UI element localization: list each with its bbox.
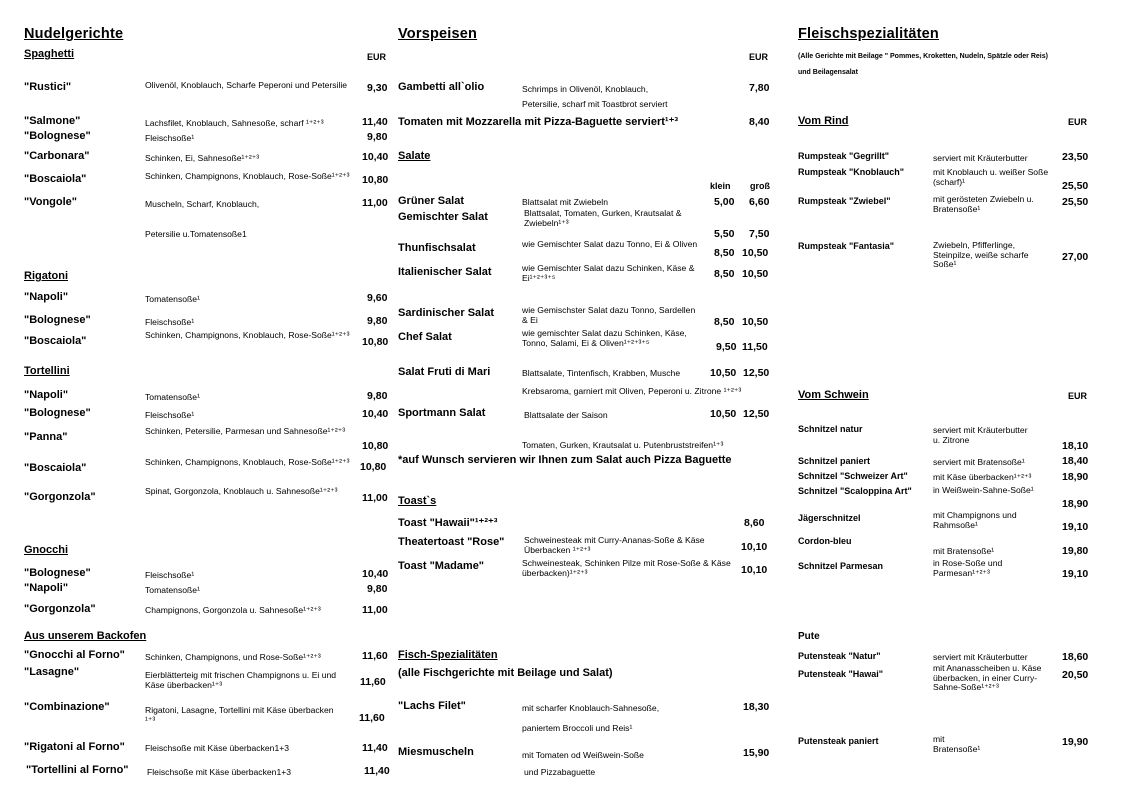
menu-item-name: Rumpsteak "Gegrillt": [798, 151, 890, 161]
menu-item-price-large: 12,50: [743, 408, 770, 420]
menu-item-price: 25,50: [1062, 180, 1089, 192]
menu-item-price: 9,80: [367, 390, 388, 402]
vorspeisen-eur: EUR: [749, 52, 769, 62]
menu-item-name: Schnitzel "Scaloppina Art": [798, 486, 912, 496]
menu-item-price: 7,80: [749, 82, 770, 94]
menu-item-price: 11,40: [362, 116, 388, 128]
menu-item-name: "Napoli": [24, 291, 69, 303]
menu-item-name: Rumpsteak "Zwiebel": [798, 196, 891, 206]
fleisch-title: Fleischspezialitäten: [798, 26, 939, 42]
menu-item-price: 11,60: [360, 676, 386, 688]
menu-item-desc: Muscheln, Scharf, Knoblauch,: [145, 199, 260, 209]
menu-item-price: 18,10: [1062, 440, 1089, 452]
menu-item-name: "Bolognese": [24, 130, 91, 142]
menu-item-price: 19,90: [1062, 736, 1089, 748]
menu-item-price: 18,30: [743, 701, 770, 713]
menu-item-desc: Tomatensoße¹: [145, 585, 200, 595]
menu-item-price: 8,60: [744, 517, 765, 529]
backofen-title: Aus unserem Backofen: [24, 630, 147, 642]
menu-item-desc: mit gerösteten Zwiebeln u. Bratensoße¹: [933, 194, 1034, 214]
menu-item-price: 18,90: [1062, 498, 1089, 510]
menu-item-price-small: 8,50: [714, 316, 735, 328]
menu-item-price: 23,50: [1062, 151, 1089, 163]
salate-gross-header: groß: [750, 181, 770, 191]
menu-item-price: 18,90: [1062, 471, 1089, 483]
vorspeisen-title: Vorspeisen: [398, 26, 478, 42]
menu-item-name: "Gnocchi al Forno": [24, 649, 125, 661]
menu-item-name: Cordon-bleu: [798, 536, 852, 546]
menu-item-price: 19,10: [1062, 568, 1089, 580]
menu-item-desc: serviert mit Kräuterbutter: [933, 153, 1028, 163]
menu-item-name: "Bolognese": [24, 407, 91, 419]
menu-item-desc: mit Ananasscheiben u. Käse überbacken, in einer Curry-Sahne-Soße¹⁺²⁺³: [933, 663, 1042, 692]
schwein-title: Vom Schwein: [798, 389, 869, 401]
menu-item-name: "Napoli": [24, 389, 69, 401]
menu-item-name: Chef Salat: [398, 331, 452, 343]
salate-note: *auf Wunsch servieren wir Ihnen zum Salat auch Pizza Baguette: [398, 454, 732, 466]
menu-item-desc: Blattsalate der Saison: [524, 410, 608, 420]
menu-item-price: 9,80: [367, 583, 388, 595]
menu-item-name: "Rigatoni al Forno": [24, 741, 125, 753]
menu-item-name: "Tortellini al Forno": [26, 764, 129, 776]
menu-item-name: "Gorgonzola": [24, 603, 96, 615]
menu-item-price: 18,60: [1062, 651, 1089, 663]
menu-item-name: Putensteak "Hawai": [798, 669, 884, 679]
menu-item-name: Schnitzel natur: [798, 424, 863, 434]
menu-item-name: "Boscaiola": [24, 173, 87, 185]
menu-item-desc: Krebsaroma, garniert mit Oliven, Peperoni u. Zitrone ¹⁺²⁺³: [522, 386, 742, 396]
menu-item-name: Theatertoast "Rose": [398, 536, 505, 548]
fisch-title: Fisch-Spezialitäten: [398, 649, 498, 661]
menu-item-price-large: 6,60: [749, 196, 770, 208]
menu-item-price: 10,10: [741, 541, 768, 553]
menu-item-desc: mit scharfer Knoblauch-Sahnesoße,: [522, 703, 660, 713]
menu-item-name: "Gorgonzola": [24, 491, 96, 503]
menu-item-desc: mit Bratensoße¹: [933, 546, 995, 556]
menu-item-desc: mit Käse überbacken¹⁺²⁺³: [933, 472, 1032, 482]
rind-eur: EUR: [1068, 117, 1088, 127]
menu-item-price: 25,50: [1062, 196, 1089, 208]
menu-item-desc: Schweinesteak mit Curry-Ananas-Soße & Käse Überbacken ¹⁺²⁺³: [524, 535, 705, 555]
menu-item-desc: Schinken, Champignons, Knoblauch, Rose-Soße¹⁺²⁺³: [145, 171, 350, 181]
menu-item-name: "Bolognese": [24, 567, 91, 579]
menu-item-price-large: 10,50: [742, 316, 769, 328]
menu-item-price-small: 10,50: [710, 408, 737, 420]
menu-item-desc: Champignons, Gorgonzola u. Sahnesoße¹⁺²⁺³: [145, 605, 321, 615]
menu-item-name: Salat Fruti di Mari: [398, 366, 491, 378]
tortellini-title: Tortellini: [24, 365, 70, 377]
menu-item-desc: Eierblätterteig mit frischen Champignons u. Ei und Käse überbacken¹⁺³: [145, 670, 337, 690]
menu-item-price: 10,10: [741, 564, 768, 576]
menu-item-name: "Boscaiola": [24, 462, 87, 474]
menu-item-desc: Blattsalat mit Zwiebeln: [522, 197, 608, 207]
menu-item-desc: mit Champignons und Rahmsoße¹: [933, 510, 1017, 530]
menu-item-name: Grüner Salat: [398, 195, 465, 207]
menu-item-price: 11,60: [362, 650, 388, 662]
menu-item-desc: Schinken, Ei, Sahnesoße¹⁺²⁺³: [145, 153, 260, 163]
salate-klein-header: klein: [710, 181, 731, 191]
menu-item-name: Gemischter Salat: [398, 211, 488, 223]
menu-item-price: 9,60: [367, 292, 388, 304]
menu-item-price: 10,80: [362, 440, 389, 452]
menu-item-price: 10,80: [362, 336, 389, 348]
menu-item-desc: Spinat, Gorgonzola, Knoblauch u. Sahnesoße¹⁺²⁺³: [145, 486, 338, 496]
menu-item-desc: Schinken, Champignons, Knoblauch, Rose-Soße¹⁺²⁺³: [145, 457, 350, 467]
menu-item-name: Tomaten mit Mozzarella mit Pizza-Baguette serviert¹⁺³: [398, 116, 679, 128]
menu-item-desc: wie gemischter Salat dazu Schinken, Käse, Tonno, Salami, Ei & Oliven¹⁺²⁺³⁺⁵: [522, 328, 687, 348]
menu-item-price: 11,00: [362, 604, 388, 616]
menu-item-desc: Fleischsoße¹: [145, 410, 195, 420]
menu-item-name: Jägerschnitzel: [798, 513, 861, 523]
menu-item-price: 10,80: [360, 461, 387, 473]
menu-item-name: "Bolognese": [24, 314, 91, 326]
menu-item-name: Schnitzel "Schweizer Art": [798, 471, 908, 481]
menu-item-desc: wie Gemischter Salat dazu Tonno, Ei & Oliven: [522, 239, 698, 249]
menu-item-desc: wie Gemischster Salat dazu Tonno, Sardellen & Ei: [522, 305, 696, 325]
menu-item-desc: Schinken, Petersilie, Parmesan und Sahnesoße¹⁺²⁺³: [145, 426, 346, 436]
menu-item-price-large: 7,50: [749, 228, 770, 240]
menu-item-price: 10,40: [362, 568, 389, 580]
menu-item-name: Schnitzel Parmesan: [798, 561, 884, 571]
menu-item-desc: Fleischsoße¹: [145, 570, 195, 580]
menu-item-desc: Tomatensoße¹: [145, 392, 200, 402]
menu-item-price: 10,40: [362, 151, 389, 163]
menu-item-desc: Fleischsoße¹: [145, 317, 195, 327]
menu-item-name: Thunfischsalat: [398, 242, 476, 254]
menu-item-desc: Schrimps in Olivenöl, Knoblauch,: [522, 84, 649, 94]
menu-item-price-large: 11,50: [742, 341, 768, 353]
menu-item-name: Toast "Hawaii"¹⁺²⁺³: [398, 517, 498, 529]
menu-item-desc: Schweinesteak, Schinken Pilze mit Rose-Soße & Käse überbacken)¹⁺²⁺³: [522, 558, 731, 578]
menu-item-desc: Tomaten, Gurken, Krautsalat u. Putenbruststreifen¹⁺³: [522, 440, 724, 450]
menu-item-name: Putensteak paniert: [798, 736, 879, 746]
menu-item-desc: und Pizzabaguette: [524, 767, 596, 777]
menu-item-price: 10,40: [362, 408, 389, 420]
menu-item-name: "Boscaiola": [24, 335, 87, 347]
menu-item-price: 8,40: [749, 116, 770, 128]
menu-item-name: "Rustici": [24, 81, 72, 93]
nudel-title: Nudelgerichte: [24, 26, 124, 42]
menu-item-price-large: 10,50: [742, 268, 769, 280]
pute-title: Pute: [798, 631, 820, 642]
menu-item-price-small: 8,50: [714, 268, 735, 280]
menu-item-price-small: 5,50: [714, 228, 735, 240]
menu-item-desc: Schinken, Champignons, Knoblauch, Rose-Soße¹⁺²⁺³: [145, 330, 350, 340]
menu-item-desc: Petersilie, scharf mit Toastbrot serviert: [522, 99, 668, 109]
menu-item-price-small: 5,00: [714, 196, 735, 208]
menu-item-name: "Lachs Filet": [398, 700, 466, 712]
menu-item-name: "Carbonara": [24, 150, 90, 162]
spaghetti-eur: EUR: [367, 52, 387, 62]
menu-item-price: 11,40: [364, 765, 390, 777]
menu-item-price: 9,80: [367, 131, 388, 143]
menu-item-desc: Schinken, Champignons, und Rose-Soße¹⁺²⁺³: [145, 652, 321, 662]
menu-item-desc: Fleischsoße mit Käse überbacken1+3: [147, 767, 292, 777]
menu-item-desc: serviert mit Bratensoße¹: [933, 457, 1025, 467]
menu-item-desc: mit Tomaten od Weißwein-Soße: [522, 750, 644, 760]
menu-item-price-small: 10,50: [710, 367, 737, 379]
menu-item-desc-extra: Petersilie u.Tomatensoße1: [145, 229, 247, 239]
menu-item-desc: Lachsfilet, Knoblauch, Sahnesoße, scharf ¹⁺²⁺³: [145, 118, 324, 128]
spaghetti-title: Spaghetti: [24, 48, 75, 60]
menu-item-desc: in Weißwein-Sahne-Soße¹: [933, 485, 1034, 495]
menu-item-name: "Vongole": [24, 196, 78, 208]
menu-item-desc: Fleischsoße¹: [145, 133, 195, 143]
menu-item-name: Italienischer Salat: [398, 266, 492, 278]
menu-item-price: 18,40: [1062, 455, 1089, 467]
menu-item-name: "Combinazione": [24, 701, 110, 713]
menu-item-price: 9,80: [367, 315, 388, 327]
menu-item-price: 11,00: [362, 197, 388, 209]
menu-item-price: 20,50: [1062, 669, 1089, 681]
menu-item-desc: Tomatensoße¹: [145, 294, 200, 304]
menu-item-desc: serviert mit Kräuterbutter: [933, 652, 1028, 662]
menu-item-name: "Napoli": [24, 582, 69, 594]
gnocchi-title: Gnocchi: [24, 544, 69, 556]
menu-item-price: 9,30: [367, 82, 388, 94]
menu-item-desc: Blattsalate, Tintenfisch, Krabben, Musche: [522, 368, 681, 378]
menu-item-name: Sportmann Salat: [398, 407, 486, 419]
menu-item-price: 11,00: [362, 492, 388, 504]
menu-item-price-large: 12,50: [743, 367, 770, 379]
menu-item-desc: in Rose-Soße und Parmesan¹⁺²⁺³: [933, 558, 1003, 578]
menu-item-desc: Zwiebeln, Pfifferlinge, Steinpilze, weiße scharfe Soße¹: [933, 240, 1029, 269]
menu-item-name: "Salmone": [24, 115, 81, 127]
salate-title: Salate: [398, 150, 431, 162]
fleisch-note: (Alle Gerichte mit Beilage " Pommes, Kroketten, Nudeln, Spätzle oder Reis) und Beilagensalat: [798, 53, 1048, 76]
menu-item-name: Toast "Madame": [398, 560, 485, 572]
fisch-subtitle: (alle Fischgerichte mit Beilage und Salat): [398, 667, 613, 679]
menu-item-name: Putensteak "Natur": [798, 651, 881, 661]
menu-item-price: 15,90: [743, 747, 770, 759]
rigatoni-title: Rigatoni: [24, 270, 68, 282]
menu-item-name: Miesmuscheln: [398, 746, 474, 758]
menu-item-name: Rumpsteak "Fantasia": [798, 241, 895, 251]
toasts-title: Toast`s: [398, 495, 437, 507]
menu-item-price: 19,10: [1062, 521, 1089, 533]
menu-item-desc: Fleischsoße mit Käse überbacken1+3: [145, 743, 290, 753]
rind-title: Vom Rind: [798, 115, 849, 127]
menu-item-desc: paniertem Broccoli und Reis¹: [522, 723, 633, 733]
menu-item-price: 10,80: [362, 174, 389, 186]
menu-item-price-small: 9,50: [716, 341, 737, 353]
menu-item-name: Sardinischer Salat: [398, 307, 494, 319]
menu-item-desc: Olivenöl, Knoblauch, Scharfe Peperoni und Petersilie: [145, 80, 348, 90]
menu-item-price: 19,80: [1062, 545, 1089, 557]
menu-item-name: "Lasagne": [24, 666, 80, 678]
menu-item-desc: Rigatoni, Lasagne, Tortellini mit Käse überbacken ¹⁺³: [145, 705, 334, 725]
menu-item-price-large: 10,50: [742, 247, 769, 259]
menu-item-desc: serviert mit Kräuterbutter u. Zitrone: [933, 425, 1028, 445]
menu-item-name: Schnitzel paniert: [798, 456, 871, 466]
menu-item-price: 27,00: [1062, 251, 1089, 263]
schwein-eur: EUR: [1068, 391, 1088, 401]
menu-item-price-small: 8,50: [714, 247, 735, 259]
menu-item-name: "Panna": [24, 431, 68, 443]
menu-item-price: 11,40: [362, 742, 388, 754]
menu-item-desc: mit Knoblauch u. weißer Soße (scharf)¹: [933, 167, 1049, 187]
menu-item-desc: wie Gemischter Salat dazu Schinken, Käse & Ei¹⁺²⁺³⁺⁵: [522, 263, 695, 283]
menu-item-name: Gambetti all`olio: [398, 81, 485, 93]
menu-item-price: 11,60: [359, 712, 385, 724]
menu-item-desc: Blattsalat, Tomaten, Gurken, Krautsalat & Zwiebeln¹⁺³: [524, 208, 682, 228]
menu-item-name: Rumpsteak "Knoblauch": [798, 167, 905, 177]
menu-item-desc: mit Bratensoße¹: [933, 734, 981, 754]
